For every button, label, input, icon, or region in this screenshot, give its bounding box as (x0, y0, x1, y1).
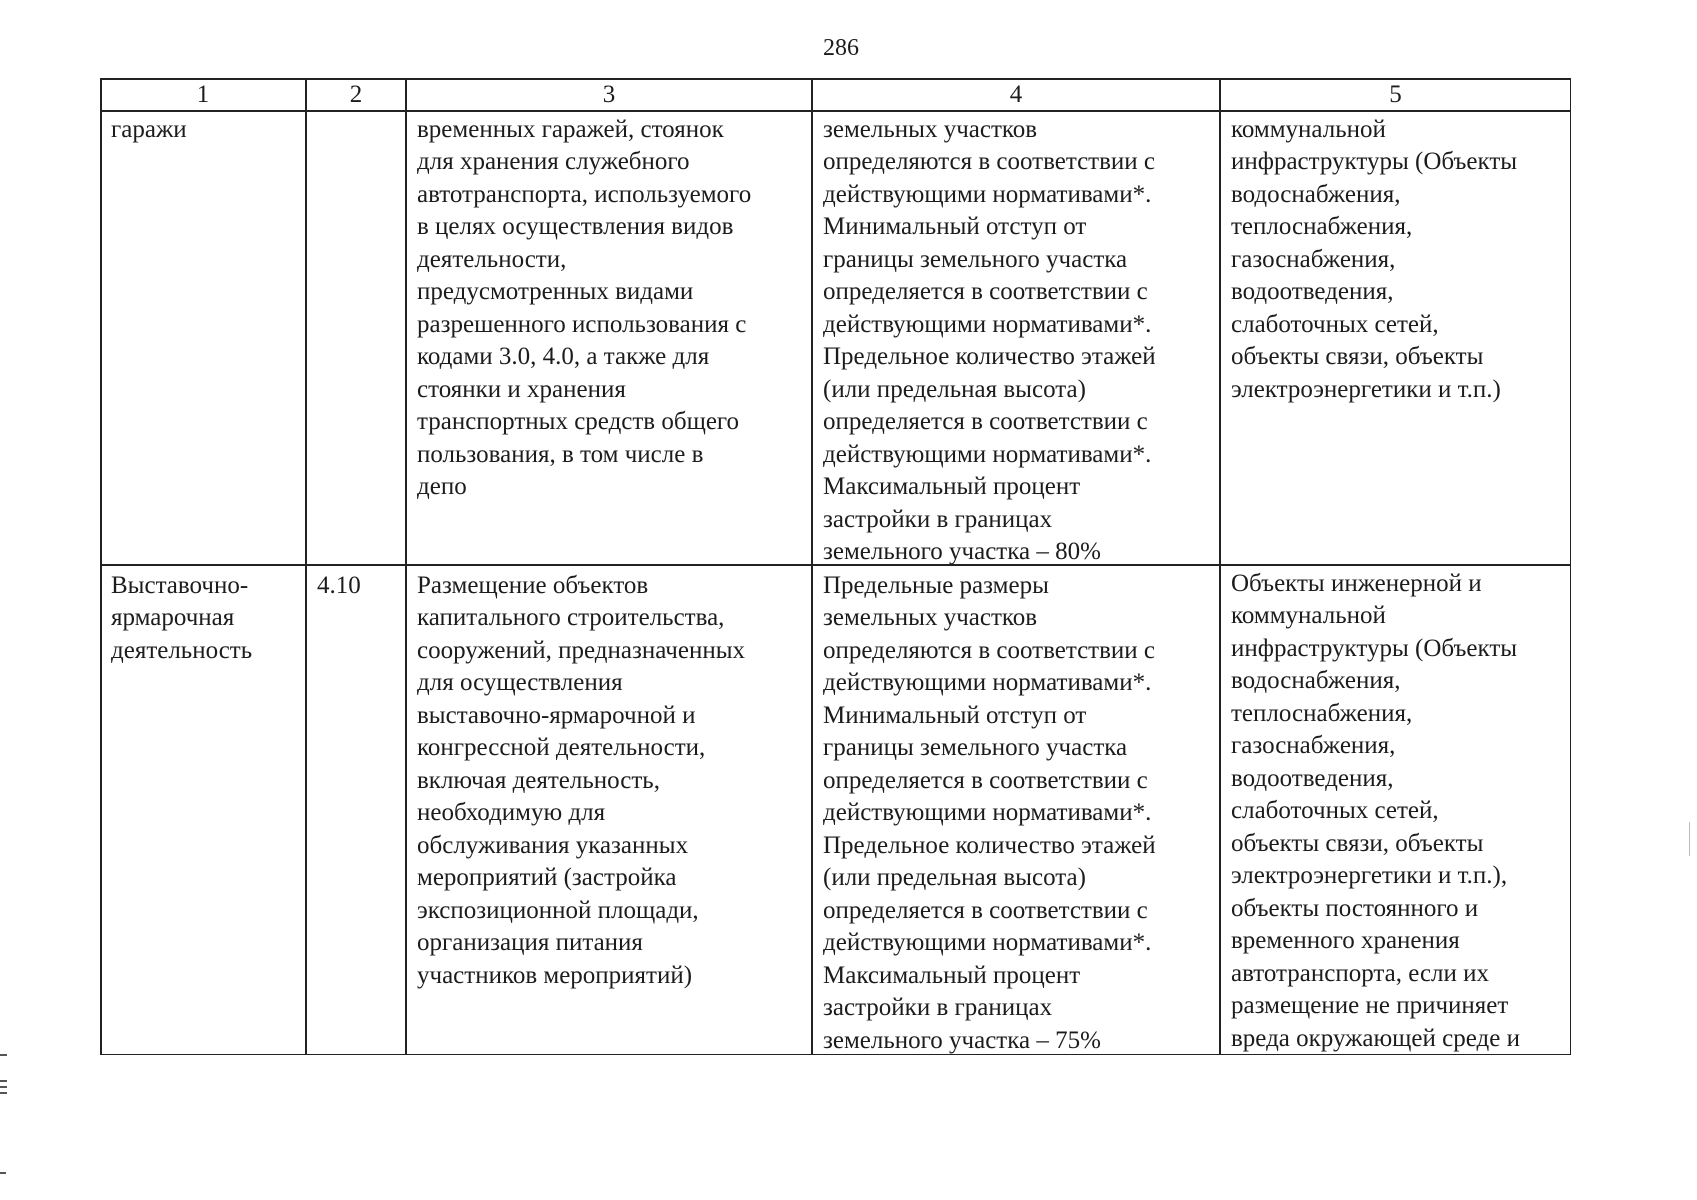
text-line: земельного участка – 75% (823, 1026, 1101, 1054)
text-line: выставочно-ярмарочной и (417, 701, 696, 729)
text-line: 4.10 (317, 572, 361, 599)
text-line: (или предельная высота) (823, 864, 1086, 892)
text-line: Предельное количество этажей (823, 343, 1156, 371)
text-line: участников мероприятий) (417, 961, 693, 989)
text-line: ярмарочная (111, 604, 235, 632)
text-line: Максимальный процент (823, 473, 1081, 501)
text-line: границы земельного участка (823, 245, 1128, 273)
scan-mark (0, 1086, 7, 1088)
text-line: инфраструктуры (Объекты (1231, 148, 1518, 176)
text-line: Размещение объектов (417, 572, 649, 599)
scan-mark (0, 1054, 7, 1056)
column-divider (405, 78, 407, 1055)
text-line: временного хранения (1231, 927, 1460, 955)
text-line: слаботочных сетей, (1231, 310, 1439, 338)
text-line: определяется в соответствии с (823, 896, 1148, 924)
text-line: водоотведения, (1231, 764, 1394, 792)
text-line: земельных участков (823, 116, 1038, 143)
text-line: обслуживания указанных (417, 831, 689, 859)
row2-description (417, 570, 745, 992)
text-line: Предельные размеры (823, 572, 1049, 599)
text-line: действующими нормативами*. (823, 799, 1152, 827)
text-line: электроэнергетики и т.п.) (1231, 375, 1501, 403)
row2-code (317, 570, 361, 602)
table-border-left (100, 78, 102, 1055)
text-line: застройки в границах (823, 505, 1053, 533)
text-line: необходимую для (417, 799, 606, 827)
text-line: определяется в соответствии с (823, 408, 1148, 436)
text-line: Максимальный процент (823, 961, 1081, 989)
text-line: деятельность (111, 636, 253, 664)
column-divider (811, 78, 813, 1055)
text-line: определяются в соответствии с (823, 636, 1156, 664)
text-line: инфраструктуры (Объекты (1231, 634, 1518, 662)
text-line: мероприятий (застройка (417, 864, 677, 892)
text-line: Выставочно- (111, 572, 249, 599)
text-line: экспозиционной площади, (417, 896, 699, 924)
text-line: автотранспорта, используемого (417, 180, 752, 208)
text-line: объекты постоянного и (1231, 894, 1479, 922)
table-border-right (1570, 78, 1572, 1055)
text-line: теплоснабжения, (1231, 213, 1413, 241)
text-line: определяются в соответствии с (823, 148, 1156, 176)
text-line: слаботочных сетей, (1231, 797, 1439, 825)
text-line: деятельности, (417, 245, 567, 273)
text-line: кодами 3.0, 4.0, а также для (417, 343, 710, 371)
text-line: определяется в соответствии с (823, 278, 1148, 306)
regulations-table (100, 78, 1571, 1055)
text-line: действующими нормативами*. (823, 440, 1152, 468)
column-divider (305, 78, 307, 1055)
text-line: (или предельная высота) (823, 375, 1086, 403)
text-line: газоснабжения, (1231, 732, 1396, 760)
text-line: транспортных средств общего (417, 408, 740, 436)
text-line: объекты связи, объекты (1231, 829, 1484, 857)
text-line: временных гаражей, стоянок (417, 116, 724, 143)
row1-description (417, 114, 751, 504)
header-cell-5: 5 (1389, 81, 1402, 108)
row1-parameters (823, 114, 1156, 569)
text-line: действующими нормативами*. (823, 310, 1152, 338)
header-cell-2: 2 (349, 81, 363, 108)
text-line: пользования, в том числе в (417, 440, 704, 468)
text-line: стоянки и хранения (417, 375, 626, 403)
row2-auxiliary-uses (1231, 568, 1520, 1055)
text-line: коммунальной (1231, 602, 1386, 630)
scan-mark (1689, 822, 1690, 856)
scan-mark (0, 1080, 7, 1082)
row2-parameters (823, 570, 1156, 1057)
text-line: размещение не причиняет (1231, 992, 1509, 1020)
text-line: для осуществления (417, 669, 623, 697)
text-line: Минимальный отступ от (823, 213, 1087, 241)
header-cell-4: 4 (1009, 81, 1023, 108)
scan-mark (0, 1092, 7, 1094)
text-line: депо (417, 473, 467, 501)
text-line: действующими нормативами*. (823, 180, 1152, 208)
text-line: организация питания (417, 929, 643, 957)
text-line: сооружений, предназначенных (417, 636, 746, 664)
text-line: водоотведения, (1231, 278, 1394, 306)
text-line: водоснабжения, (1231, 667, 1401, 695)
text-line: земельных участков (823, 604, 1038, 632)
text-line: конгрессной деятельности, (417, 734, 706, 762)
text-line: включая деятельность, (417, 766, 660, 794)
text-line: гаражи (111, 116, 187, 143)
text-line: предусмотренных видами (417, 278, 694, 306)
text-line: действующими нормативами*. (823, 669, 1152, 697)
text-line: для хранения служебного (417, 148, 690, 176)
text-line: газоснабжения, (1231, 245, 1396, 273)
text-line: Минимальный отступ от (823, 701, 1087, 729)
scan-mark (0, 1172, 6, 1174)
text-line: капитального строительства, (417, 604, 725, 632)
text-line: границы земельного участка (823, 734, 1128, 762)
text-line: электроэнергетики и т.п.), (1231, 862, 1508, 890)
header-cell-1: 1 (196, 81, 210, 108)
text-line: коммунальной (1231, 116, 1386, 143)
header-cell-3: 3 (602, 81, 616, 108)
column-divider (1219, 78, 1221, 1055)
row1-use-name (111, 114, 187, 146)
text-line: застройки в границах (823, 994, 1053, 1022)
text-line: определяется в соответствии с (823, 766, 1148, 794)
row1-auxiliary-uses (1231, 114, 1517, 406)
text-line: теплоснабжения, (1231, 699, 1413, 727)
page-number: 286 (823, 35, 859, 61)
text-line: разрешенного использования с (417, 310, 747, 338)
text-line: автотранспорта, если их (1231, 959, 1490, 987)
row2-use-name (111, 570, 252, 667)
text-line: Предельное количество этажей (823, 831, 1156, 859)
text-line: вреда окружающей среде и (1231, 1024, 1520, 1052)
text-line: водоснабжения, (1231, 180, 1401, 208)
text-line: Объекты инженерной и (1231, 570, 1482, 597)
text-line: земельного участка – 80% (823, 538, 1101, 566)
text-line: объекты связи, объекты (1231, 343, 1484, 371)
text-line: действующими нормативами*. (823, 929, 1152, 957)
text-line: в целях осуществления видов (417, 213, 734, 241)
